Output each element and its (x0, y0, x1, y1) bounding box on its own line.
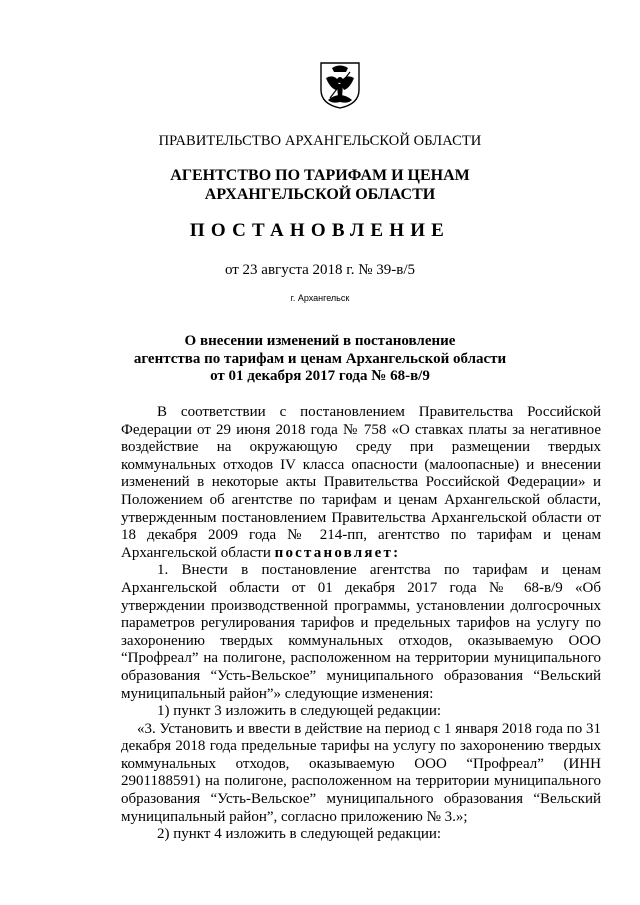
government-name: ПРАВИТЕЛЬСТВО АРХАНГЕЛЬСКОЙ ОБЛАСТИ (158, 133, 482, 149)
document-body (121, 404, 601, 844)
subject-line2: агентства по тарифам и ценам Архангельской области (133, 350, 507, 367)
preamble-text: В соответствии с постановлением Правительства Российской Федерации от 29 июня 2018 года № 758 «О ставках платы за негативное воздействие на окружающую среду при размещении твердых коммунальных отходов IV класса опасности (малоопасные) и внесении изменений в некоторые акты Правительства Российской Федерации» и Положением об агентстве по тарифам и ценам Архангельской области, утвержденным постановлением Правительства Архангельской области от 18 декабря 2009 года № 214-пп, агентство по тарифам и ценам Архангельской области (121, 404, 601, 561)
body-paragraph-quoted-clause-3: «3. Установить и ввести в действие на период с 1 января 2018 года по 31 декабря 2018 года предельные тарифы на услугу по захоронению твердых коммунальных отходов, оказываемую ООО “Профреал” (ИНН 2901188591) на полигоне, расположенном на территории муниципального образования “Усть-Вельское” муниципального образования “Вельский муниципальный район”, согласно приложению № 3.»; (121, 720, 601, 825)
agency-name (0, 166, 640, 204)
body-paragraph-preamble (121, 404, 601, 562)
document-date-number: от 23 августа 2018 г. № 39-в/5 (224, 262, 416, 278)
decree-word: постановляет: (274, 544, 401, 561)
subject-line3: от 01 декабря 2017 года № 68-в/9 (210, 368, 430, 384)
document-city: г. Архангельск (290, 293, 350, 303)
agency-name-line2: АРХАНГЕЛЬСКОЙ ОБЛАСТИ (204, 186, 436, 203)
body-paragraph-subitem-1: 1) пункт 3 изложить в следующей редакции: (157, 703, 442, 720)
body-paragraph-subitem-2: 2) пункт 4 изложить в следующей редакции: (157, 826, 442, 843)
document-type-title: ПОСТАНОВЛЕНИЕ (189, 220, 451, 241)
body-paragraph-item-1: 1. Внести в постановление агентства по тарифам и ценам Архангельской области от 01 декабря 2017 года № 68-в/9 «Об утверждении производственной программы, установлении долгосрочных параметров регулирования тарифов и предельных тарифов на услугу по захоронению твердых коммунальных отходов, оказываемую ООО “Профреал” на полигоне, расположенном на территории муниципального образования “Усть-Вельское” муниципального образования “Вельский муниципальный район”» следующие изменения: (121, 562, 601, 702)
agency-name-line1: АГЕНТСТВО ПО ТАРИФАМ И ЦЕНАМ (170, 167, 470, 184)
subject-line1: О внесении изменений в постановление (184, 333, 456, 349)
coat-of-arms-emblem (318, 60, 362, 110)
document-subject (0, 333, 640, 386)
